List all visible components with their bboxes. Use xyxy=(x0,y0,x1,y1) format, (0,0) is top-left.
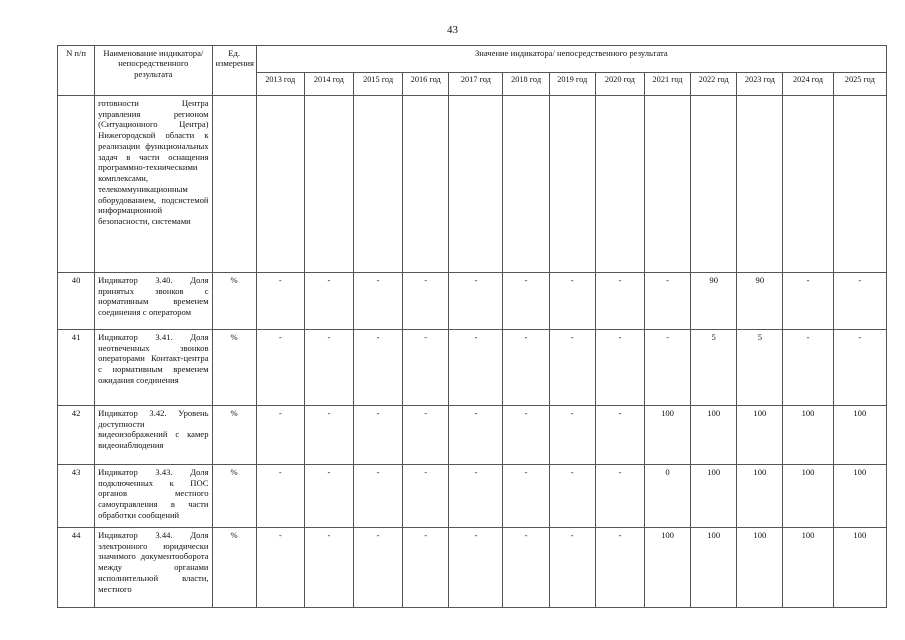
row-value: - xyxy=(595,465,644,528)
row-name: Индикатор 3.44. Доля электронного юридически значимого документооборота между органами исполнительной власти, местного xyxy=(95,528,212,608)
row-value: - xyxy=(503,273,549,330)
row-value: - xyxy=(783,330,833,406)
row-num: 41 xyxy=(58,330,95,406)
header-year: 2013 год xyxy=(256,73,304,96)
row-value: - xyxy=(595,528,644,608)
row-value xyxy=(644,96,690,273)
row-num xyxy=(58,96,95,273)
row-value: - xyxy=(549,330,595,406)
header-year: 2022 год xyxy=(691,73,737,96)
row-value xyxy=(549,96,595,273)
table-header xyxy=(58,46,887,96)
indicator-table xyxy=(57,45,887,608)
row-name: Индикатор 3.43. Доля подключенных к ПОС органов местного самоуправления в части обработки сообщений xyxy=(95,465,212,528)
row-value: 100 xyxy=(737,406,783,465)
row-value: - xyxy=(449,273,503,330)
row-value xyxy=(256,96,304,273)
row-value: 0 xyxy=(644,465,690,528)
row-value: 90 xyxy=(737,273,783,330)
row-value: - xyxy=(256,330,304,406)
row-value: - xyxy=(256,528,304,608)
row-value: - xyxy=(353,528,402,608)
row-value: - xyxy=(403,528,449,608)
row-name: Индикатор 3.40. Доля принятых звонков с нормативным временем соединения с оператором xyxy=(95,273,212,330)
row-value xyxy=(691,96,737,273)
header-year: 2017 год xyxy=(449,73,503,96)
row-name: Индикатор 3.42. Уровень доступности видеоизображений с камер видеонаблюдения xyxy=(95,406,212,465)
row-unit: % xyxy=(212,528,256,608)
row-value: 100 xyxy=(737,465,783,528)
row-value: - xyxy=(304,330,353,406)
row-value: 100 xyxy=(783,406,833,465)
header-values-group: Значение индикатора/ непосредственного результата xyxy=(256,46,886,73)
row-value: 100 xyxy=(833,465,886,528)
row-num: 42 xyxy=(58,406,95,465)
row-value: - xyxy=(353,273,402,330)
row-value: 100 xyxy=(783,465,833,528)
row-unit xyxy=(212,96,256,273)
header-year: 2023 год xyxy=(737,73,783,96)
row-unit: % xyxy=(212,330,256,406)
row-value: 100 xyxy=(691,465,737,528)
row-value: - xyxy=(644,330,690,406)
row-value: 100 xyxy=(644,528,690,608)
row-value: - xyxy=(304,465,353,528)
row-value xyxy=(595,96,644,273)
row-num: 40 xyxy=(58,273,95,330)
row-value: - xyxy=(644,273,690,330)
row-value xyxy=(449,96,503,273)
row-value: - xyxy=(595,330,644,406)
table-row xyxy=(58,96,887,273)
row-value: - xyxy=(304,273,353,330)
row-value: 100 xyxy=(833,528,886,608)
header-year: 2020 год xyxy=(595,73,644,96)
row-value: - xyxy=(503,406,549,465)
row-num: 43 xyxy=(58,465,95,528)
header-year: 2019 год xyxy=(549,73,595,96)
row-value: 90 xyxy=(691,273,737,330)
row-name: Индикатор 3.41. Доля неотвеченных звонков операторами Контакт-центра с нормативным временем ожидания соединения xyxy=(95,330,212,406)
header-num: N п/п xyxy=(58,46,95,96)
row-value: - xyxy=(403,273,449,330)
row-unit: % xyxy=(212,273,256,330)
row-value: - xyxy=(304,528,353,608)
row-value: - xyxy=(549,465,595,528)
row-value: - xyxy=(449,528,503,608)
row-value: - xyxy=(503,465,549,528)
row-value xyxy=(783,96,833,273)
row-value xyxy=(403,96,449,273)
row-value: 100 xyxy=(691,528,737,608)
row-value: - xyxy=(256,273,304,330)
row-value: - xyxy=(549,406,595,465)
row-value: - xyxy=(256,406,304,465)
header-year: 2024 год xyxy=(783,73,833,96)
header-unit: Ед. измерения xyxy=(212,46,256,96)
row-value xyxy=(737,96,783,273)
header-year: 2014 год xyxy=(304,73,353,96)
page-number: 43 xyxy=(447,24,458,36)
row-value: 100 xyxy=(833,406,886,465)
row-value xyxy=(833,96,886,273)
row-unit: % xyxy=(212,465,256,528)
table-row xyxy=(58,528,887,608)
row-value: - xyxy=(449,465,503,528)
header-year: 2025 год xyxy=(833,73,886,96)
row-value: - xyxy=(353,465,402,528)
row-num: 44 xyxy=(58,528,95,608)
row-value: - xyxy=(833,273,886,330)
row-value: 100 xyxy=(644,406,690,465)
header-year: 2016 год xyxy=(403,73,449,96)
row-value: - xyxy=(449,330,503,406)
header-year: 2018 год xyxy=(503,73,549,96)
row-value xyxy=(503,96,549,273)
row-value: - xyxy=(833,330,886,406)
row-value: - xyxy=(403,330,449,406)
row-value: - xyxy=(403,406,449,465)
header-year: 2021 год xyxy=(644,73,690,96)
row-value: - xyxy=(783,273,833,330)
row-value: - xyxy=(449,406,503,465)
row-value: - xyxy=(549,273,595,330)
row-value: - xyxy=(503,330,549,406)
row-value: - xyxy=(304,406,353,465)
table-row xyxy=(58,465,887,528)
row-value: 5 xyxy=(737,330,783,406)
row-value: 100 xyxy=(783,528,833,608)
row-value: - xyxy=(353,330,402,406)
row-value: - xyxy=(403,465,449,528)
row-value xyxy=(304,96,353,273)
row-value: 100 xyxy=(737,528,783,608)
header-year: 2015 год xyxy=(353,73,402,96)
row-name: готовности Центра управления регионом (Ситуационного Центра) Нижегородской области к реализации функциональных задач в части оснащения программно-техническими комплексами, телекоммуникационным оборудованием, подсистемой информационной безопасности, системами xyxy=(95,96,212,273)
row-unit: % xyxy=(212,406,256,465)
row-value xyxy=(353,96,402,273)
row-value: - xyxy=(256,465,304,528)
row-value: 5 xyxy=(691,330,737,406)
table-row xyxy=(58,273,887,330)
row-value: - xyxy=(595,406,644,465)
row-value: 100 xyxy=(691,406,737,465)
table-row xyxy=(58,330,887,406)
row-value: - xyxy=(353,406,402,465)
header-name: Наименование индикатора/непосредственного результата xyxy=(95,46,212,96)
row-value: - xyxy=(503,528,549,608)
table-row xyxy=(58,406,887,465)
row-value: - xyxy=(549,528,595,608)
row-value: - xyxy=(595,273,644,330)
